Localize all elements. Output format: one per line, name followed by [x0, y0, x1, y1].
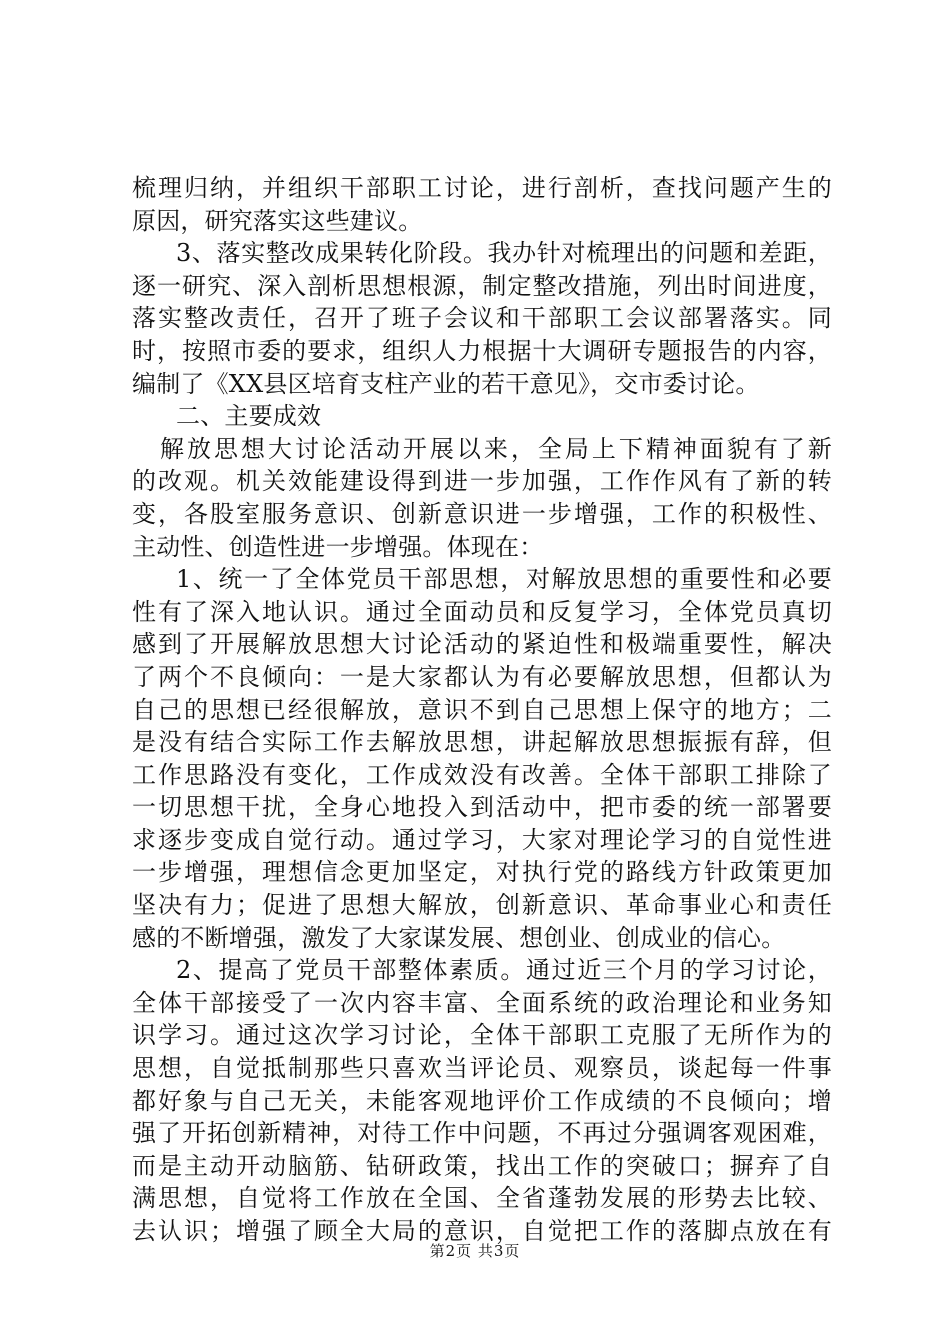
- text-line: 原因，研究落实这些建议。: [132, 206, 423, 235]
- section-heading: 二、主要成效: [176, 402, 322, 431]
- text-line: 梳理归纳，并组织干部职工讨论，进行剖析，查找问题产生的: [132, 174, 832, 202]
- text-line: 3、落实整改成果转化阶段。我办针对梳理出的问题和差距，: [176, 239, 832, 268]
- text-line: 感的不断增强，激发了大家谋发展、想创业、创成业的信心。: [132, 923, 786, 952]
- text-line: 一切思想干扰，全身心地投入到活动中，把市委的统一部署要: [132, 793, 832, 822]
- text-line: 工作思路没有变化，工作成效没有改善。全体干部职工排除了: [132, 760, 832, 789]
- text-line: 1、统一了全体党员干部思想，对解放思想的重要性和必要: [176, 565, 832, 594]
- text-line: 求逐步变成自觉行动。通过学习，大家对理论学习的自觉性进: [132, 825, 832, 854]
- text-line: 逐一研究、深入剖析思想根源，制定整改措施，列出时间进度，: [132, 271, 832, 300]
- text-line: 主动性、创造性进一步增强。体现在：: [132, 532, 544, 561]
- text-line: 的改观。机关效能建设得到进一步加强，工作作风有了新的转: [132, 467, 832, 496]
- page-number-footer: 第2页 共3页: [429, 1242, 521, 1260]
- text-line: 而是主动开动脑筋、钻研政策，找出工作的突破口；摒弃了自: [132, 1151, 832, 1180]
- text-line: 识学习。通过这次学习讨论，全体干部职工克服了无所作为的: [132, 1021, 832, 1050]
- text-line: 满思想，自觉将工作放在全国、全省蓬勃发展的形势去比较、: [132, 1184, 832, 1213]
- text-line: 编制了《XX县区培育支柱产业的若干意见》，交市委讨论。: [132, 369, 760, 398]
- text-line: 了两个不良倾向：一是大家都认为有必要解放思想，但都认为: [132, 662, 832, 691]
- text-line: 落实整改责任，召开了班子会议和干部职工会议部署落实。同: [132, 304, 832, 333]
- text-line: 全体干部接受了一次内容丰富、全面系统的政治理论和业务知: [132, 988, 832, 1017]
- text-line: 坚决有力；促进了思想大解放，创新意识、革命事业心和责任: [132, 891, 832, 920]
- text-line: 时，按照市委的要求，组织人力根据十大调研专题报告的内容，: [132, 336, 832, 365]
- text-line: 自己的思想已经很解放，意识不到自己思想上保守的地方；二: [132, 695, 832, 724]
- text-line: 思想，自觉抵制那些只喜欢当评论员、观察员，谈起每一件事: [132, 1054, 832, 1083]
- text-line: 解放思想大讨论活动开展以来，全局上下精神面貌有了新: [160, 434, 832, 463]
- text-line: 变，各股室服务意识、创新意识进一步增强，工作的积极性、: [132, 499, 832, 528]
- document-body: [132, 172, 832, 1248]
- text-line: 性有了深入地认识。通过全面动员和反复学习，全体党员真切: [132, 597, 832, 626]
- text-line: 去认识；增强了顾全大局的意识，自觉把工作的落脚点放在有: [132, 1217, 832, 1245]
- text-line: 是没有结合实际工作去解放思想，讲起解放思想振振有辞，但: [132, 728, 832, 757]
- text-line: 强了开拓创新精神，对待工作中问题，不再过分强调客观困难，: [132, 1119, 832, 1148]
- text-line: 感到了开展解放思想大讨论活动的紧迫性和极端重要性，解决: [132, 630, 832, 659]
- text-line: 都好象与自己无关，未能客观地评价工作成绩的不良倾向；增: [132, 1086, 832, 1115]
- text-line: 一步增强，理想信念更加坚定，对执行党的路线方针政策更加: [132, 858, 832, 887]
- text-line: 2、提高了党员干部整体素质。通过近三个月的学习讨论，: [176, 956, 832, 985]
